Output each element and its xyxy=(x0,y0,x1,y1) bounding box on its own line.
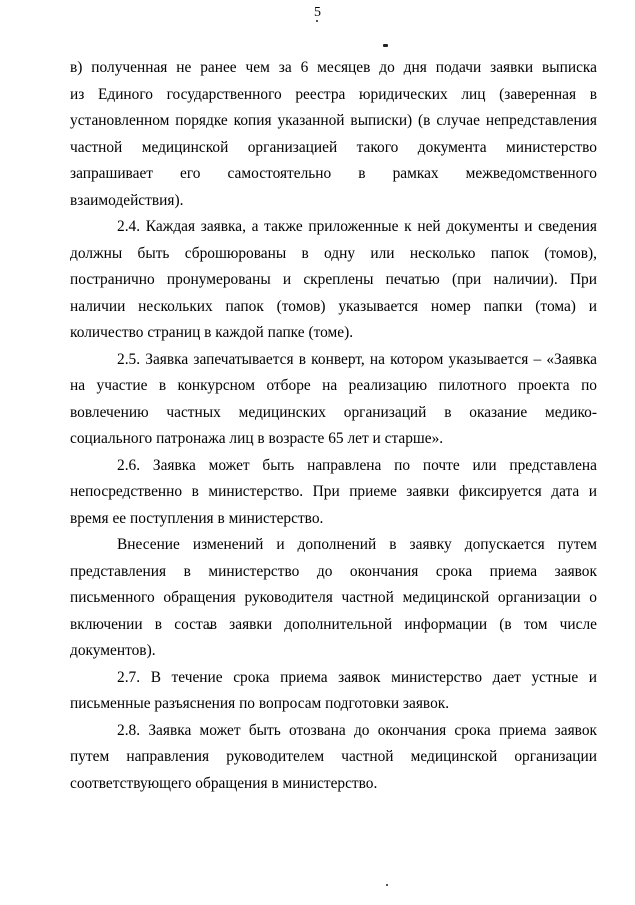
text-line: письменного обращения руководителя частной медицинской организации о xyxy=(70,589,597,606)
text-line: частной медицинской организацией такого документа министерство xyxy=(70,138,597,156)
text-line: установленном порядке копия указанной выписки) (в случае непредставления xyxy=(70,112,597,129)
text-line: постранично пронумерованы и скреплены печатью (при наличии). При xyxy=(70,271,597,288)
paragraph-2-5 xyxy=(70,347,597,453)
text-line: 2.7. В течение срока приема заявок министерство дает устные и xyxy=(117,668,597,686)
text-line: 2.8. Заявка может быть отозвана до окончания срока приема заявок xyxy=(117,721,597,739)
text-line: количество страниц в каждой папке (томе). xyxy=(70,324,354,341)
text-line: представления в министерство до окончания срока приема заявок xyxy=(70,562,597,580)
text-line: из Единого государственного реестра юридических лиц (заверенная в xyxy=(70,85,597,103)
text-line: время ее поступления в министерство. xyxy=(70,509,324,527)
text-line: непосредственно в министерство. При приеме заявки фиксируется дата и xyxy=(70,483,597,500)
text-line: в) полученная не ранее чем за 6 месяцев до дня подачи заявки выписка xyxy=(70,59,597,76)
text-line: взаимодействия). xyxy=(70,191,184,209)
text-line: должны быть сброшюрованы в одну или несколько папок (томов), xyxy=(70,244,597,262)
text-line: 2.6. Заявка может быть направлена по почте или представлена xyxy=(117,456,597,474)
scan-speck xyxy=(316,20,318,22)
text-line: письменные разъяснения по вопросам подготовки заявок. xyxy=(70,695,450,712)
page-number: 5 xyxy=(314,5,321,20)
document-body xyxy=(70,55,597,797)
text-line: на участие в конкурсном отборе на реализацию пилотного проекта по xyxy=(70,377,597,394)
text-line: Внесение изменений и дополнений в заявку допускается путем xyxy=(117,536,597,553)
text-line: социального патронажа лиц в возрасте 65 лет и старше». xyxy=(70,430,444,447)
paragraph-2-8 xyxy=(70,718,597,798)
text-line: путем направления руководителем частной медицинской организации xyxy=(70,748,597,765)
text-line: запрашивает его самостоятельно в рамках межведомственного xyxy=(70,165,597,182)
text-line: 2.4. Каждая заявка, а также приложенные к ней документы и сведения xyxy=(117,218,597,235)
text-line: 2.5. Заявка запечатывается в конверт, на котором указывается – «Заявка xyxy=(117,350,597,368)
text-line: документов). xyxy=(70,642,156,659)
text-line: соответствующего обращения в министерство. xyxy=(70,774,378,792)
paragraph-2-6 xyxy=(70,453,597,533)
scan-speck xyxy=(386,884,388,886)
paragraph-changes xyxy=(70,532,597,665)
paragraph-2-4 xyxy=(70,214,597,347)
scan-speck xyxy=(383,44,388,47)
text-line: вовлечению частных медицинских организаций в оказание медико- xyxy=(70,403,597,421)
paragraph-item-v xyxy=(70,55,597,214)
text-line: включении в состав заявки дополнительной информации (в том числе xyxy=(70,615,597,633)
paragraph-2-7 xyxy=(70,665,597,718)
text-line: наличии нескольких папок (томов) указывается номер папки (тома) и xyxy=(70,297,597,315)
